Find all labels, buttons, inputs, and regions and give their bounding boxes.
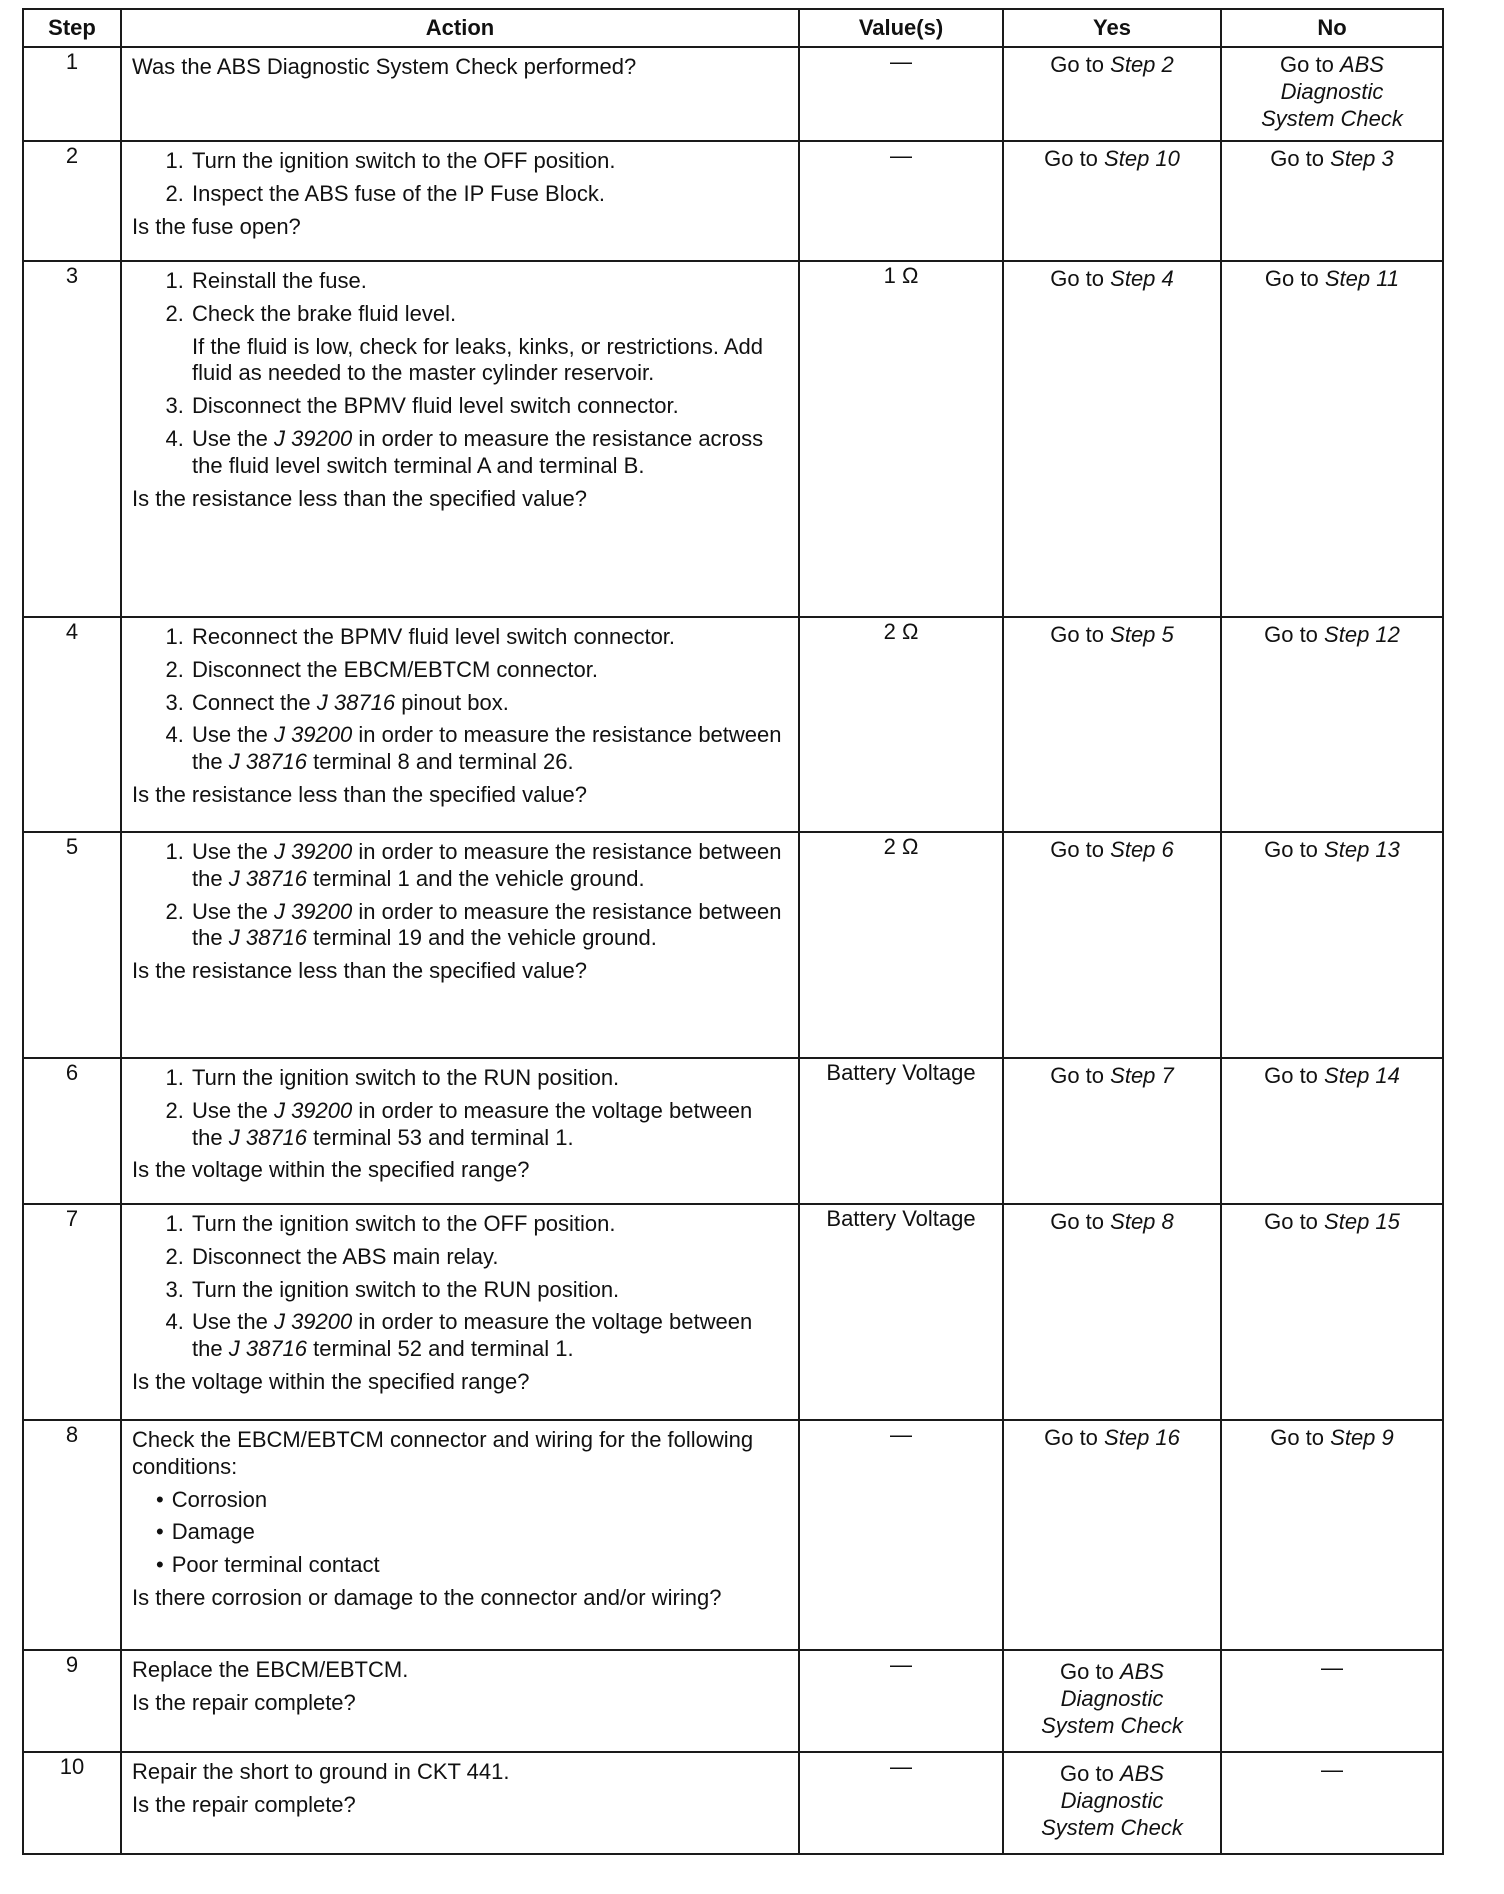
step-number: 7 xyxy=(23,1204,121,1420)
header-values: Value(s) xyxy=(799,9,1003,47)
table-row xyxy=(23,832,1443,1058)
step-ref: Step 9 xyxy=(1330,1425,1394,1450)
header-action: Action xyxy=(121,9,799,47)
question-text: Is the resistance less than the specified value? xyxy=(132,485,587,511)
list-item: 2. Inspect the ABS fuse of the IP Fuse Block. xyxy=(190,181,788,208)
header-step: Step xyxy=(23,9,121,47)
header-yes: Yes xyxy=(1003,9,1221,47)
question-text: Is the voltage within the specified range? xyxy=(132,1157,530,1183)
yes-cell xyxy=(1003,261,1221,617)
tool-ref: J 39200 xyxy=(273,426,353,452)
yes-cell xyxy=(1003,141,1221,261)
tool-ref: J 38716 xyxy=(228,1124,308,1150)
ref-system-check: System Check xyxy=(1261,105,1403,131)
text-part: Use the xyxy=(192,722,268,748)
question-text: Is the resistance less than the specified value? xyxy=(132,958,587,984)
goto-text: Go to xyxy=(1270,146,1325,171)
list-item: 2. Disconnect the ABS main relay. xyxy=(190,1244,788,1271)
yes-cell xyxy=(1003,1204,1221,1420)
action-text: Replace the EBCM/EBTCM. xyxy=(132,1657,409,1682)
step-number: 4 xyxy=(23,617,121,832)
text-part: Use the xyxy=(192,839,268,864)
table-row xyxy=(23,1650,1443,1752)
table-row xyxy=(23,1420,1443,1650)
yes-cell xyxy=(1003,1420,1221,1650)
value-cell: — xyxy=(799,1650,1003,1752)
tool-ref: J 38716 xyxy=(316,689,396,715)
no-cell xyxy=(1221,141,1443,261)
ref-abs: ABS xyxy=(1119,1659,1164,1684)
tool-ref: J 38716 xyxy=(228,749,308,775)
step-number: 2 xyxy=(23,141,121,261)
ref-diagnostic: Diagnostic xyxy=(1280,78,1384,104)
step-ref: Step 3 xyxy=(1330,146,1394,171)
list-item: 2. Disconnect the EBCM/EBTCM connector. xyxy=(190,657,788,684)
list-item: • Damage xyxy=(156,1519,788,1546)
table-row xyxy=(23,141,1443,261)
action-list xyxy=(132,1065,788,1151)
tool-ref: J 39200 xyxy=(273,1309,353,1335)
step-ref: Step 10 xyxy=(1104,146,1180,171)
no-cell xyxy=(1221,617,1443,832)
list-item xyxy=(190,690,788,717)
yes-cell xyxy=(1003,1752,1221,1854)
list-item xyxy=(190,1098,788,1152)
question-text: Is the resistance less than the specified value? xyxy=(132,782,587,808)
tool-ref: J 39200 xyxy=(273,898,353,924)
text-part: Connect the xyxy=(192,689,311,715)
question-text: Is there corrosion or damage to the connector and/or wiring? xyxy=(132,1585,722,1611)
action-list xyxy=(132,624,788,776)
goto-text: Go to xyxy=(1044,1425,1098,1450)
step-number: 8 xyxy=(23,1420,121,1650)
action-list xyxy=(132,148,788,208)
yes-cell xyxy=(1003,1650,1221,1752)
value-cell: — xyxy=(799,1420,1003,1650)
text-part: Use the xyxy=(192,1309,268,1335)
text-part: terminal 1 and the vehicle ground. xyxy=(313,865,645,891)
step-number: 5 xyxy=(23,832,121,1058)
step-ref: Step 5 xyxy=(1110,622,1174,647)
step-ref: Step 16 xyxy=(1104,1425,1180,1450)
action-list xyxy=(132,1211,788,1363)
goto-text: Go to xyxy=(1050,837,1105,862)
no-cell: — xyxy=(1221,1752,1443,1854)
value-cell: Battery Voltage xyxy=(799,1204,1003,1420)
action-text: Was the ABS Diagnostic System Check performed? xyxy=(132,54,637,79)
action-cell xyxy=(121,1752,799,1854)
step-ref: Step 7 xyxy=(1110,1063,1174,1088)
table-row xyxy=(23,617,1443,832)
table-row xyxy=(23,1752,1443,1854)
tool-ref: J 38716 xyxy=(228,865,308,891)
yes-cell xyxy=(1003,47,1221,141)
goto-text: Go to xyxy=(1060,1659,1114,1684)
action-text: Repair the short to ground in CKT 441. xyxy=(132,1759,510,1784)
action-cell xyxy=(121,1650,799,1752)
text-part: in order to measure the resistance between the xyxy=(192,722,782,775)
list-item: 3. Disconnect the BPMV fluid level switch connector. xyxy=(190,393,788,420)
step-ref: Step 2 xyxy=(1110,52,1174,77)
no-cell xyxy=(1221,47,1443,141)
list-item xyxy=(190,722,788,776)
text-part: Use the xyxy=(192,898,268,924)
action-list xyxy=(132,268,788,480)
yes-cell xyxy=(1003,617,1221,832)
text-part: Use the xyxy=(192,426,268,452)
tool-ref: J 39200 xyxy=(273,839,353,864)
table-row xyxy=(23,1058,1443,1204)
goto-text: Go to xyxy=(1264,266,1319,291)
list-item: • Poor terminal contact xyxy=(156,1552,788,1579)
question-text: Is the voltage within the specified range? xyxy=(132,1369,530,1395)
list-item: 3. Turn the ignition switch to the RUN position. xyxy=(190,1277,788,1304)
list-item xyxy=(190,839,788,893)
header-no: No xyxy=(1221,9,1443,47)
no-cell: — xyxy=(1221,1650,1443,1752)
text-part: pinout box. xyxy=(401,689,509,715)
tool-ref: J 39200 xyxy=(273,722,353,748)
no-cell xyxy=(1221,1420,1443,1650)
yes-cell xyxy=(1003,1058,1221,1204)
step-ref: Step 6 xyxy=(1110,837,1174,862)
text-part: Use the xyxy=(192,1097,268,1123)
value-cell: 2 Ω xyxy=(799,832,1003,1058)
table-row xyxy=(23,261,1443,617)
goto-text: Go to xyxy=(1044,146,1098,171)
text-part: terminal 52 and terminal 1. xyxy=(313,1336,574,1362)
header-row xyxy=(23,9,1443,47)
table-row xyxy=(23,47,1443,141)
goto-text: Go to xyxy=(1050,266,1105,291)
ref-abs: ABS xyxy=(1119,1761,1164,1786)
step-number: 6 xyxy=(23,1058,121,1204)
goto-text: Go to xyxy=(1060,1761,1114,1786)
condition-list xyxy=(132,1487,788,1579)
list-item xyxy=(190,899,788,953)
value-cell: 2 Ω xyxy=(799,617,1003,832)
no-cell xyxy=(1221,832,1443,1058)
text-part: in order to measure the resistance between the xyxy=(192,898,782,951)
action-cell xyxy=(121,261,799,617)
goto-text: Go to xyxy=(1264,1209,1318,1234)
no-cell xyxy=(1221,261,1443,617)
step-number: 3 xyxy=(23,261,121,617)
list-item: 1. Reconnect the BPMV fluid level switch connector. xyxy=(190,624,788,651)
tool-ref: J 38716 xyxy=(228,925,308,951)
step-ref: Step 15 xyxy=(1324,1209,1400,1234)
goto-text: Go to xyxy=(1264,622,1318,647)
yes-cell xyxy=(1003,832,1221,1058)
step-ref: Step 12 xyxy=(1324,622,1400,647)
text-part: terminal 53 and terminal 1. xyxy=(313,1124,574,1150)
action-list xyxy=(132,839,788,952)
step-ref: Step 13 xyxy=(1324,837,1400,862)
question-text: Is the repair complete? xyxy=(132,1689,356,1715)
action-cell xyxy=(121,832,799,1058)
goto-text: Go to xyxy=(1270,1425,1325,1450)
goto-text: Go to xyxy=(1050,52,1105,77)
list-item xyxy=(190,1309,788,1363)
list-item-text: Check the brake fluid level. xyxy=(192,300,457,326)
step-number: 1 xyxy=(23,47,121,141)
list-item: 1. Reinstall the fuse. xyxy=(190,268,788,295)
goto-text: Go to xyxy=(1264,1063,1318,1088)
step-number: 10 xyxy=(23,1752,121,1854)
list-item xyxy=(190,426,788,480)
action-cell xyxy=(121,1204,799,1420)
list-item-note: If the fluid is low, check for leaks, kinks, or restrictions. Add fluid as needed to the master cylinder reservoir. xyxy=(192,333,764,386)
question-text: Is the repair complete? xyxy=(132,1791,356,1817)
value-cell: — xyxy=(799,141,1003,261)
text-part: terminal 19 and the vehicle ground. xyxy=(313,925,657,951)
tool-ref: J 38716 xyxy=(228,1336,308,1362)
text-part: in order to measure the resistance across the fluid level switch terminal A and terminal B. xyxy=(192,426,764,478)
list-item: 1. Turn the ignition switch to the OFF position. xyxy=(190,148,788,175)
action-text: Check the EBCM/EBTCM connector and wiring for the following conditions: xyxy=(132,1427,754,1479)
list-item: • Corrosion xyxy=(156,1487,788,1514)
value-cell: Battery Voltage xyxy=(799,1058,1003,1204)
value-cell: 1 Ω xyxy=(799,261,1003,617)
question-text: Is the fuse open? xyxy=(132,213,301,239)
ref-system-check: System Check xyxy=(1041,1712,1183,1738)
no-cell xyxy=(1221,1058,1443,1204)
action-cell xyxy=(121,47,799,141)
step-ref: Step 11 xyxy=(1324,266,1400,291)
text-part: in order to measure the voltage between the xyxy=(192,1309,753,1362)
goto-text: Go to xyxy=(1280,52,1334,77)
list-item: 1. Turn the ignition switch to the OFF position. xyxy=(190,1211,788,1238)
text-part: in order to measure the voltage between the xyxy=(192,1097,753,1150)
action-cell xyxy=(121,141,799,261)
action-cell xyxy=(121,1420,799,1650)
text-part: in order to measure the resistance between the xyxy=(192,839,782,891)
ref-diagnostic: Diagnostic xyxy=(1060,1787,1164,1813)
text-part: terminal 8 and terminal 26. xyxy=(313,749,574,775)
action-cell xyxy=(121,617,799,832)
table-row xyxy=(23,1204,1443,1420)
diagnostic-table xyxy=(22,8,1444,1855)
step-ref: Step 8 xyxy=(1110,1209,1174,1234)
step-ref: Step 4 xyxy=(1110,266,1174,291)
goto-text: Go to xyxy=(1050,1209,1105,1234)
goto-text: Go to xyxy=(1264,837,1318,862)
action-cell xyxy=(121,1058,799,1204)
list-item: 1. Turn the ignition switch to the RUN position. xyxy=(190,1065,788,1092)
value-cell: — xyxy=(799,47,1003,141)
goto-text: Go to xyxy=(1050,1063,1105,1088)
value-cell: — xyxy=(799,1752,1003,1854)
list-item xyxy=(190,301,788,387)
ref-system-check: System Check xyxy=(1041,1814,1183,1840)
ref-diagnostic: Diagnostic xyxy=(1060,1685,1164,1711)
step-number: 9 xyxy=(23,1650,121,1752)
no-cell xyxy=(1221,1204,1443,1420)
tool-ref: J 39200 xyxy=(273,1097,353,1123)
step-ref: Step 14 xyxy=(1324,1063,1400,1088)
ref-abs: ABS xyxy=(1339,52,1384,77)
goto-text: Go to xyxy=(1050,622,1105,647)
